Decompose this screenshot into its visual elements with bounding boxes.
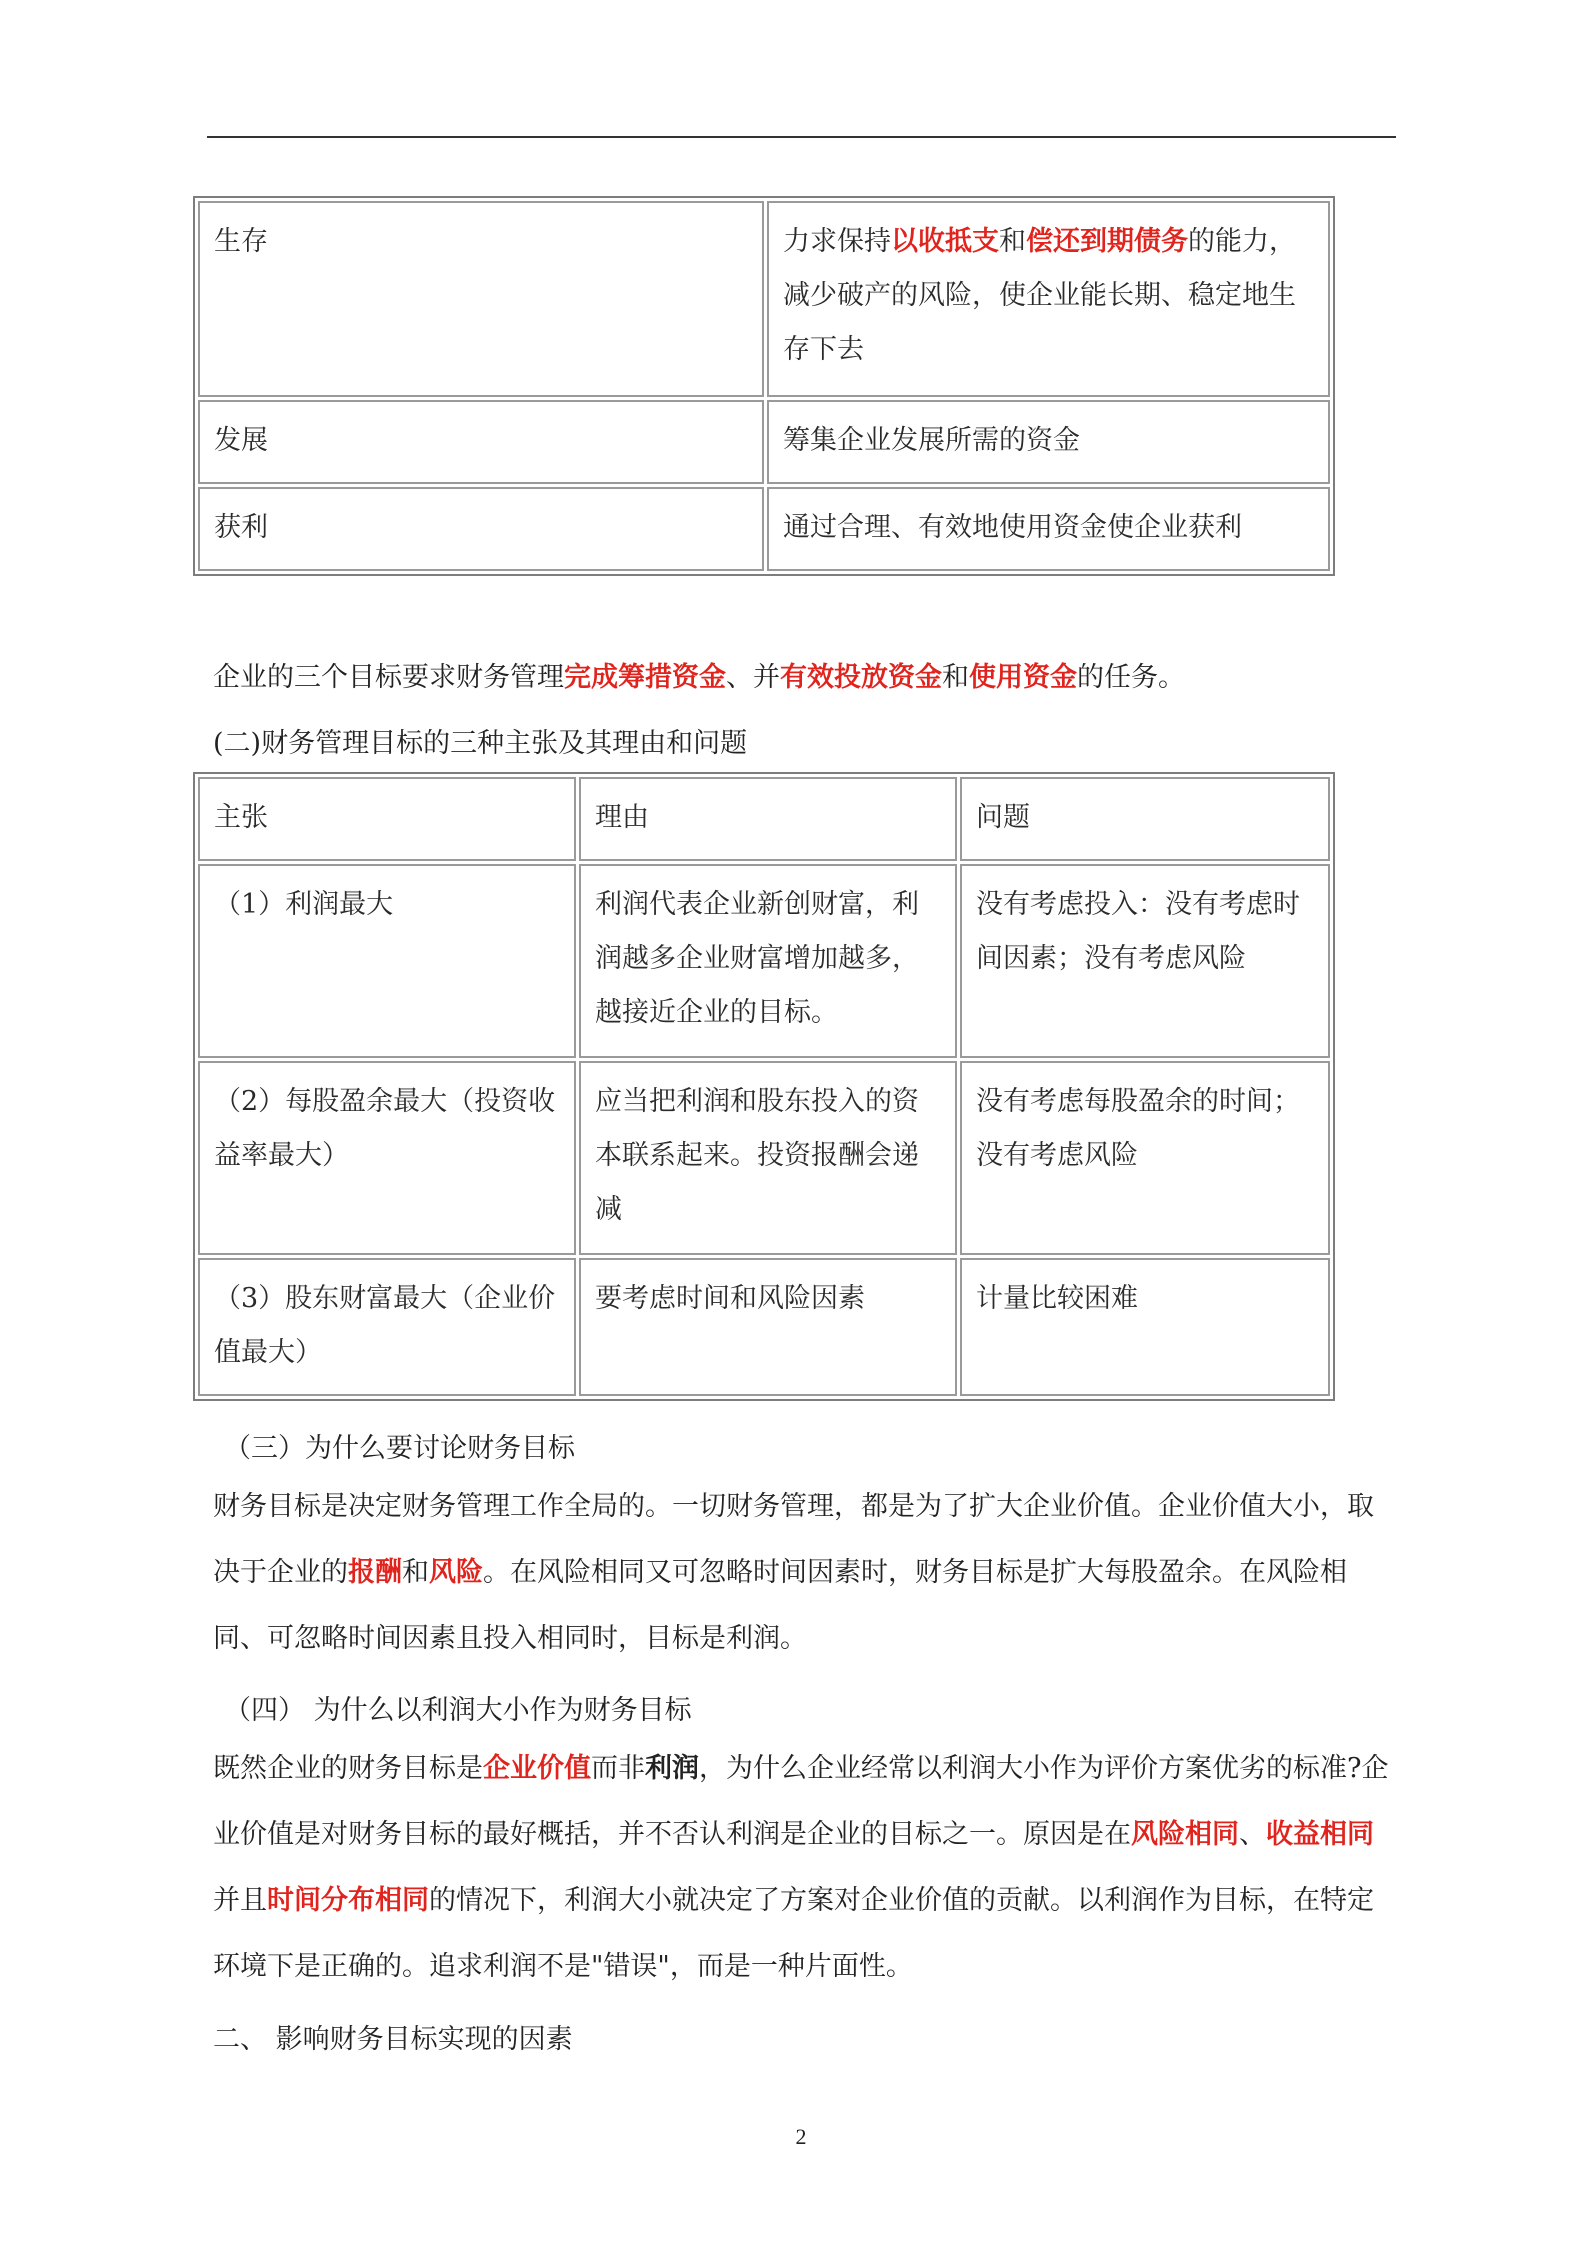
- section-heading: （四） 为什么以利润大小作为财务目标: [224, 1695, 692, 1726]
- table-cell: 要考虑时间和风险因素: [579, 1258, 957, 1396]
- table-cell: 应当把利润和股东投入的资本联系起来。投资报酬会递减: [579, 1061, 957, 1255]
- table-cell: 生存: [198, 201, 764, 397]
- page-number: 2: [795, 2124, 807, 2149]
- table-row: [198, 1258, 1330, 1396]
- column-header: 问题: [960, 777, 1330, 861]
- table-cell: （3）股东财富最大（企业价值最大）: [198, 1258, 576, 1396]
- table-row: [198, 864, 1330, 1058]
- section-heading: （三）为什么要讨论财务目标: [224, 1433, 575, 1464]
- header-rule: [207, 136, 1396, 138]
- column-header: 主张: [198, 777, 576, 861]
- table-cell: 计量比较困难: [960, 1258, 1330, 1396]
- table-cell: 力求保持以收抵支和偿还到期债务的能力，减少破产的风险，使企业能长期、稳定地生存下去: [767, 201, 1330, 397]
- table-cell: 发展: [198, 400, 764, 484]
- paragraph: 财务目标是决定财务管理工作全局的。一切财务管理，都是为了扩大企业价值。企业价值大小，取决于企业的报酬和风险。在风险相同又可忽略时间因素时，财务目标是扩大每股盈余。在风险相同、可忽略时间因素且投入相同时，目标是利润。: [213, 1491, 1374, 1654]
- table-row: [198, 1061, 1330, 1255]
- table-header-row: [198, 777, 1330, 861]
- table-row: [198, 400, 1330, 484]
- table-cell: 利润代表企业新创财富，利润越多企业财富增加越多，越接近企业的目标。: [579, 864, 957, 1058]
- paragraph: 企业的三个目标要求财务管理完成筹措资金、并有效投放资金和使用资金的任务。: [213, 662, 1185, 693]
- table-row: [198, 487, 1330, 571]
- table-cell: 没有考虑每股盈余的时间；没有考虑风险: [960, 1061, 1330, 1255]
- column-header: 理由: [579, 777, 957, 861]
- paragraph: 既然企业的财务目标是企业价值而非利润，为什么企业经常以利润大小作为评价方案优劣的标准?企业价值是对财务目标的最好概括，并不否认利润是企业的目标之一。原因是在风险相同、收益相同并且时间分布相同的情况下，利润大小就决定了方案对企业价值的贡献。以利润作为目标，在特定环境下是正确的。追求利润不是"错误"，而是一种片面性。: [213, 1753, 1389, 1982]
- table-cell: （2）每股盈余最大（投资收益率最大）: [198, 1061, 576, 1255]
- claims-table: [193, 772, 1335, 1401]
- table-cell: 通过合理、有效地使用资金使企业获利: [767, 487, 1330, 571]
- goals-table: [193, 196, 1335, 576]
- table-cell: 筹集企业发展所需的资金: [767, 400, 1330, 484]
- section-heading: 二、 影响财务目标实现的因素: [213, 2024, 573, 2055]
- table-cell: 没有考虑投入：没有考虑时间因素；没有考虑风险: [960, 864, 1330, 1058]
- table-cell: （1）利润最大: [198, 864, 576, 1058]
- section-heading: (二)财务管理目标的三种主张及其理由和问题: [213, 728, 748, 759]
- table-row: [198, 201, 1330, 397]
- table-cell: 获利: [198, 487, 764, 571]
